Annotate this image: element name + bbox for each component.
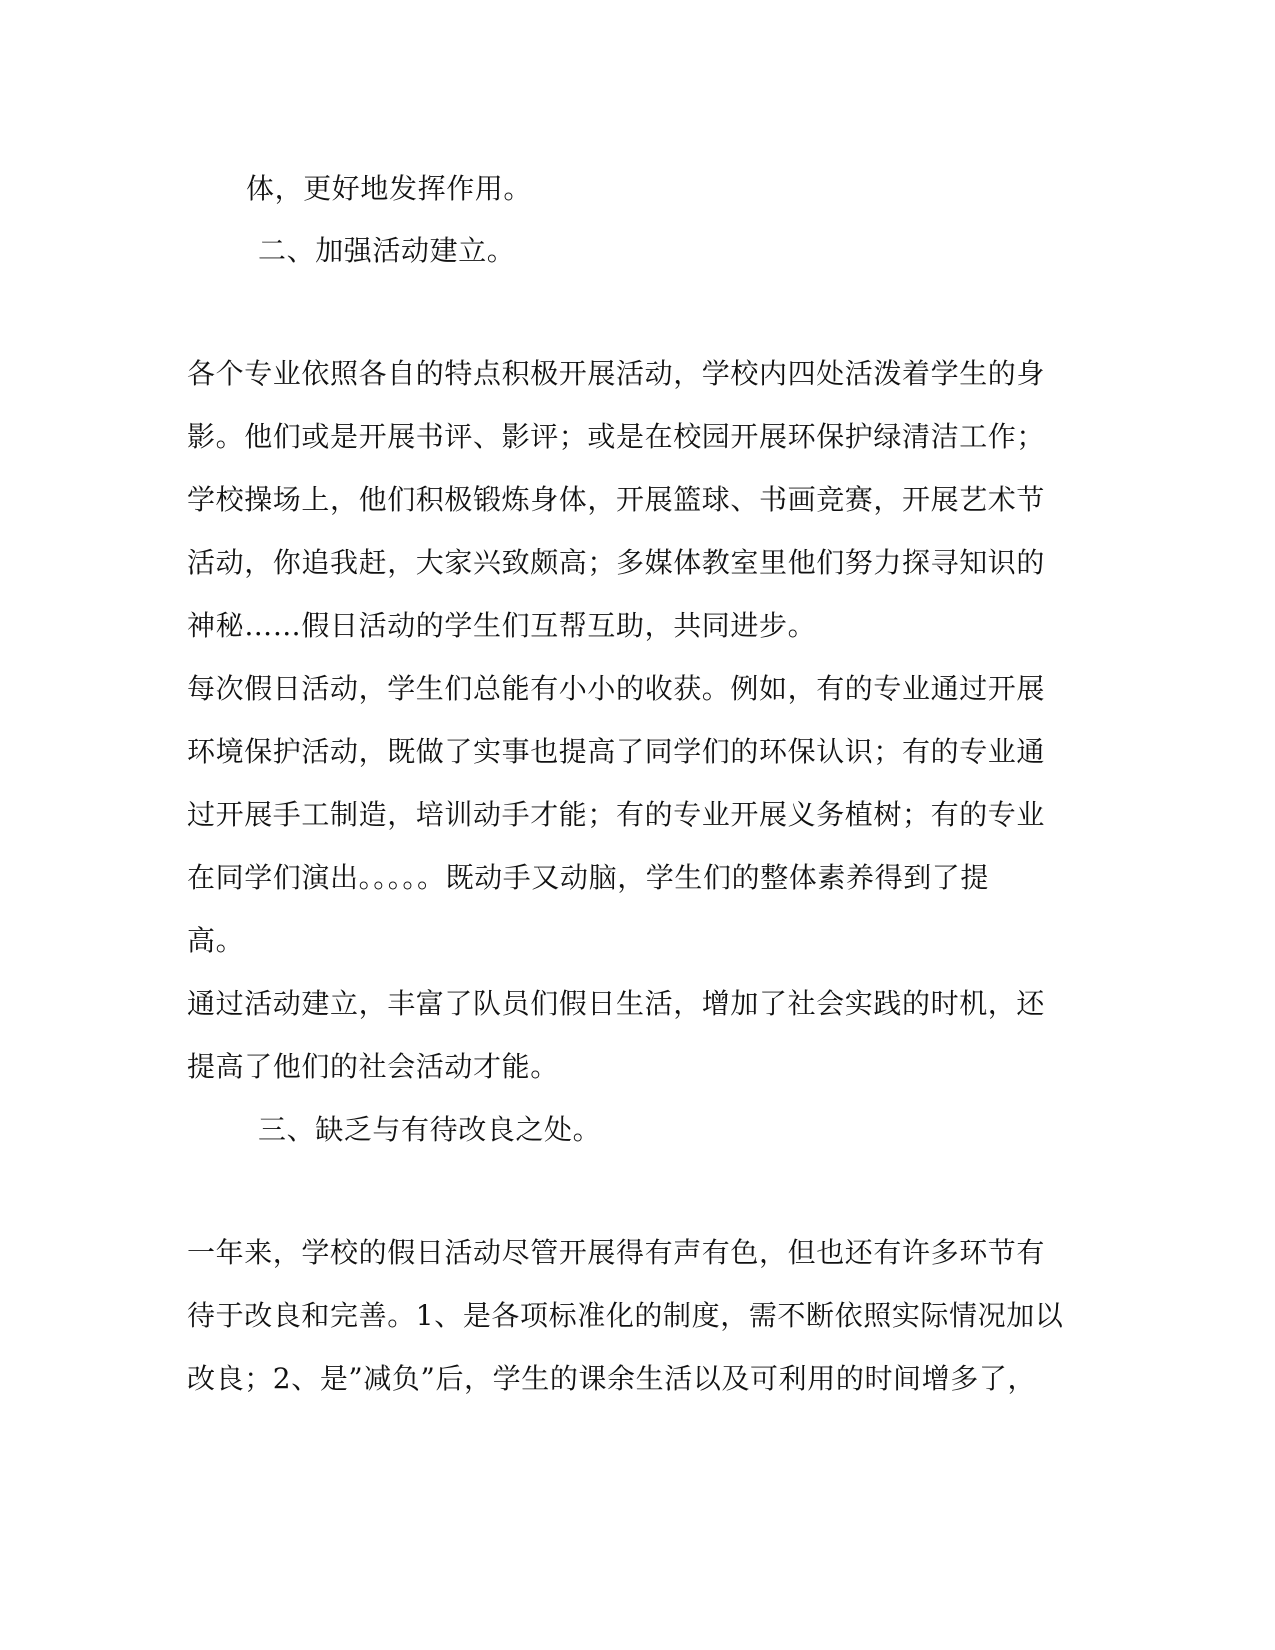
text-line: 神秘……假日活动的学生们互帮互助，共同进步。 bbox=[187, 609, 817, 642]
text-line: 改良；2、是”减负”后，学生的课余生活以及可利用的时间增多了， bbox=[187, 1362, 1037, 1395]
section-heading: 二、加强活动建立。 bbox=[258, 234, 516, 267]
text-line: 学校操场上，他们积极锻炼身体，开展篮球、书画竞赛，开展艺术节 bbox=[187, 483, 1046, 516]
text-line: 过开展手工制造，培训动手才能；有的专业开展义务植树；有的专业 bbox=[187, 798, 1046, 831]
text-line: 在同学们演出。。。。。既动手又动脑，学生们的整体素养得到了提 bbox=[187, 861, 990, 894]
text-line: 活动，你追我赶，大家兴致颇高；多媒体教室里他们努力探寻知识的 bbox=[187, 546, 1046, 579]
text-line: 影。他们或是开展书评、影评；或是在校园开展环保护绿清洁工作； bbox=[187, 420, 1046, 453]
section-heading: 三、缺乏与有待改良之处。 bbox=[258, 1113, 602, 1146]
text-line: 提高了他们的社会活动才能。 bbox=[187, 1050, 559, 1083]
text-line: 高。 bbox=[187, 924, 245, 957]
text-line: 各个专业依照各自的特点积极开展活动，学校内四处活泼着学生的身 bbox=[187, 357, 1046, 390]
text-line: 待于改良和完善。1、是各项标准化的制度，需不断依照实际情况加以 bbox=[187, 1299, 1064, 1332]
text-line: 一年来，学校的假日活动尽管开展得有声有色，但也还有许多环节有 bbox=[187, 1236, 1046, 1269]
text-line: 环境保护活动，既做了实事也提高了同学们的环保认识；有的专业通 bbox=[187, 735, 1046, 768]
text-line: 体，更好地发挥作用。 bbox=[246, 172, 533, 205]
text-line: 每次假日活动，学生们总能有小小的收获。例如，有的专业通过开展 bbox=[187, 672, 1046, 705]
text-line: 通过活动建立，丰富了队员们假日生活，增加了社会实践的时机，还 bbox=[187, 987, 1046, 1020]
